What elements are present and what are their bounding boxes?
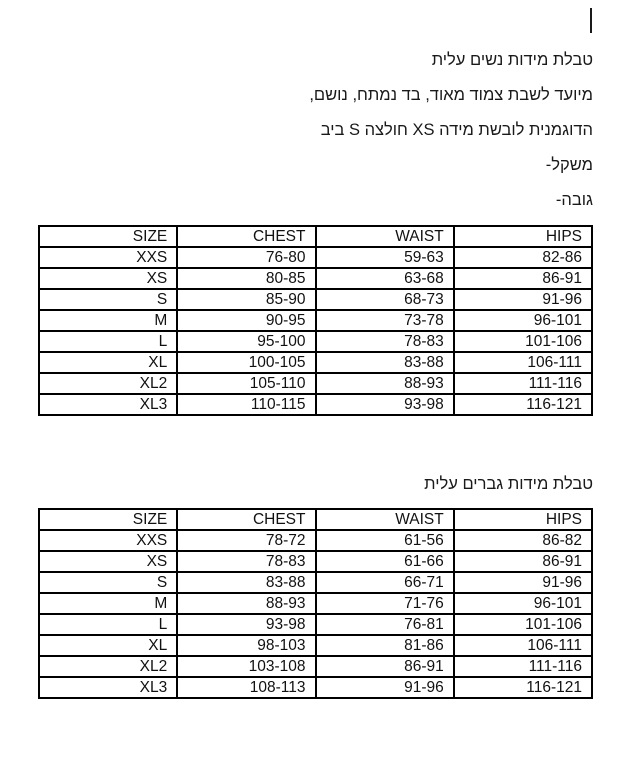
measurement-cell: 78-83 xyxy=(316,331,454,352)
weight-line: משקל- xyxy=(545,156,593,174)
measurement-cell: 86-91 xyxy=(454,551,592,572)
measurement-cell: 103-108 xyxy=(177,656,315,677)
measurement-cell: 68-73 xyxy=(316,289,454,310)
measurement-cell: 95-100 xyxy=(177,331,315,352)
measurement-cell: 96-101 xyxy=(454,593,592,614)
size-cell: L xyxy=(39,614,177,635)
table-row xyxy=(39,614,592,635)
measurement-cell: 82-86 xyxy=(454,247,592,268)
size-cell: XL xyxy=(39,352,177,373)
size-cell: XXS xyxy=(39,530,177,551)
measurement-cell: 59-63 xyxy=(316,247,454,268)
measurement-cell: 96-101 xyxy=(454,310,592,331)
measurement-cell: 98-103 xyxy=(177,635,315,656)
measurement-cell: 63-68 xyxy=(316,268,454,289)
table-row xyxy=(39,635,592,656)
size-cell: XL xyxy=(39,635,177,656)
table-row xyxy=(39,289,592,310)
measurement-cell: 106-111 xyxy=(454,635,592,656)
table-header-row xyxy=(39,509,592,530)
measurement-cell: 91-96 xyxy=(454,572,592,593)
measurement-cell: 80-85 xyxy=(177,268,315,289)
intro-text-block xyxy=(30,50,593,225)
height-line: גובה- xyxy=(555,191,593,209)
measurement-cell: 61-66 xyxy=(316,551,454,572)
measurement-cell: 88-93 xyxy=(316,373,454,394)
measurement-cell: 93-98 xyxy=(316,394,454,415)
measurement-cell: 111-116 xyxy=(454,656,592,677)
table-row xyxy=(39,572,592,593)
measurement-cell: 86-91 xyxy=(454,268,592,289)
men-table-title: טבלת מידות גברים עלית xyxy=(424,475,593,493)
table-row xyxy=(39,331,592,352)
measurement-cell: 78-83 xyxy=(177,551,315,572)
measurement-cell: 116-121 xyxy=(454,677,592,698)
measurement-cell: 91-96 xyxy=(316,677,454,698)
measurement-cell: 88-93 xyxy=(177,593,315,614)
table-row xyxy=(39,373,592,394)
size-cell: XXS xyxy=(39,247,177,268)
table-row xyxy=(39,530,592,551)
measurement-cell: 110-115 xyxy=(177,394,315,415)
table-row xyxy=(39,394,592,415)
table-header-row xyxy=(39,226,592,247)
measurement-cell: 61-56 xyxy=(316,530,454,551)
size-cell: S xyxy=(39,572,177,593)
men-size-table xyxy=(38,508,593,699)
column-header: CHEST xyxy=(177,226,315,247)
measurement-cell: 93-98 xyxy=(177,614,315,635)
size-cell: M xyxy=(39,593,177,614)
measurement-cell: 116-121 xyxy=(454,394,592,415)
measurement-cell: 73-78 xyxy=(316,310,454,331)
measurement-cell: 86-82 xyxy=(454,530,592,551)
size-cell: XL3 xyxy=(39,677,177,698)
size-cell: XL2 xyxy=(39,656,177,677)
measurement-cell: 83-88 xyxy=(177,572,315,593)
column-header: WAIST xyxy=(316,509,454,530)
size-cell: M xyxy=(39,310,177,331)
women-table-title: טבלת מידות נשים עלית xyxy=(431,51,593,69)
measurement-cell: 106-111 xyxy=(454,352,592,373)
size-cell: S xyxy=(39,289,177,310)
column-header: SIZE xyxy=(39,509,177,530)
table-row xyxy=(39,310,592,331)
measurement-cell: 101-106 xyxy=(454,614,592,635)
fit-description-line: מיועד לשבת צמוד מאוד, בד נמתח, נושם, xyxy=(309,86,593,104)
measurement-cell: 83-88 xyxy=(316,352,454,373)
measurement-cell: 76-80 xyxy=(177,247,315,268)
table-row xyxy=(39,352,592,373)
table-row xyxy=(39,593,592,614)
measurement-cell: 85-90 xyxy=(177,289,315,310)
table-row xyxy=(39,247,592,268)
table-row xyxy=(39,268,592,289)
measurement-cell: 90-95 xyxy=(177,310,315,331)
measurement-cell: 105-110 xyxy=(177,373,315,394)
column-header: CHEST xyxy=(177,509,315,530)
measurement-cell: 86-91 xyxy=(316,656,454,677)
measurement-cell: 111-116 xyxy=(454,373,592,394)
size-cell: XS xyxy=(39,551,177,572)
measurement-cell: 100-105 xyxy=(177,352,315,373)
text-cursor xyxy=(590,8,592,33)
measurement-cell: 66-71 xyxy=(316,572,454,593)
measurement-cell: 81-86 xyxy=(316,635,454,656)
measurement-cell: 91-96 xyxy=(454,289,592,310)
measurement-cell: 76-81 xyxy=(316,614,454,635)
table-row xyxy=(39,677,592,698)
measurement-cell: 71-76 xyxy=(316,593,454,614)
table-row xyxy=(39,656,592,677)
column-header: SIZE xyxy=(39,226,177,247)
column-header: HIPS xyxy=(454,509,592,530)
column-header: HIPS xyxy=(454,226,592,247)
measurement-cell: 101-106 xyxy=(454,331,592,352)
size-cell: L xyxy=(39,331,177,352)
measurement-cell: 78-72 xyxy=(177,530,315,551)
table-row xyxy=(39,551,592,572)
model-size-line: הדוגמנית לובשת מידה XS חולצה S ביב xyxy=(320,121,593,139)
size-cell: XL3 xyxy=(39,394,177,415)
size-cell: XS xyxy=(39,268,177,289)
women-size-table xyxy=(38,225,593,416)
measurement-cell: 108-113 xyxy=(177,677,315,698)
column-header: WAIST xyxy=(316,226,454,247)
size-cell: XL2 xyxy=(39,373,177,394)
